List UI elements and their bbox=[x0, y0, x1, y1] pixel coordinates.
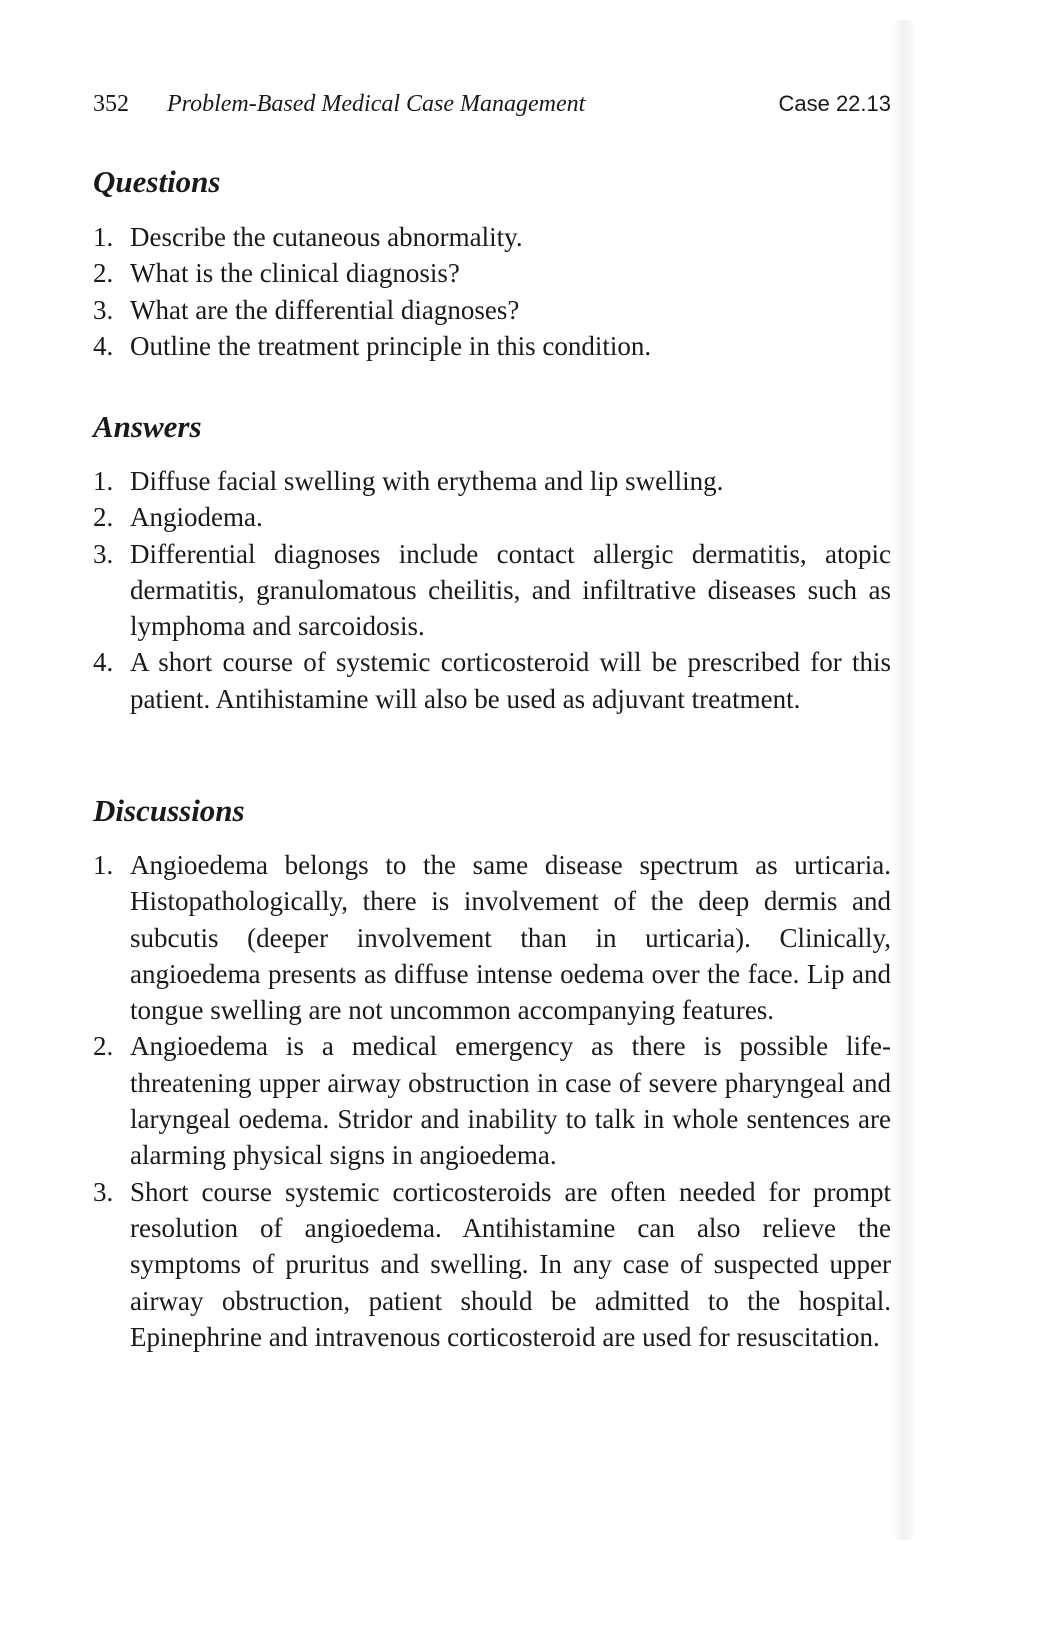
answers-item bbox=[93, 644, 891, 717]
questions-item bbox=[93, 328, 891, 364]
item-text: What is the clinical diagnosis? bbox=[130, 258, 460, 289]
item-text: Diffuse facial swelling with erythema and lip swelling. bbox=[130, 466, 724, 496]
questions-item bbox=[93, 292, 891, 328]
item-text: Angioedema is a medical emergency as there is possible life-threatening upper airway obstruction in case of severe pharyngeal and laryngeal oedema. Stridor and inability to talk in whole sentences are alarming physical signs in angioedema. bbox=[130, 1031, 891, 1171]
answers-item bbox=[93, 463, 891, 499]
questions-item bbox=[93, 255, 891, 291]
page-header bbox=[93, 84, 891, 124]
running-title: Problem-Based Medical Case Management bbox=[167, 91, 586, 117]
discussions-item bbox=[93, 847, 891, 1028]
item-text: Angioedema belongs to the same disease spectrum as urticaria. Histopathologically, there is involvement of the deep dermis and subcutis (deeper involvement than in urticaria). Clinically, angioedema presents as diffuse intense oedema over the face. Lip and tongue swelling are not uncommon accompanying features. bbox=[130, 850, 891, 1026]
answers-heading: Answers bbox=[93, 409, 202, 444]
item-text: What are the differential diagnoses? bbox=[130, 294, 520, 325]
item-text: Describe the cutaneous abnormality. bbox=[130, 222, 523, 252]
answers-item bbox=[93, 499, 891, 535]
item-number: 4. bbox=[93, 647, 114, 678]
page-edge-shadow bbox=[893, 20, 913, 1540]
item-number: 3. bbox=[93, 538, 114, 569]
answers-item bbox=[93, 536, 891, 645]
item-number: 1. bbox=[93, 466, 114, 496]
item-number: 2. bbox=[93, 502, 114, 533]
item-number: 2. bbox=[93, 1031, 114, 1062]
item-text: Differential diagnoses include contact allergic dermatitis, atopic dermatitis, granulomatous cheilitis, and infiltrative diseases such as lymphoma and sarcoidosis. bbox=[130, 538, 891, 642]
item-text: Short course systemic corticosteroids are often needed for prompt resolution of angioedema. Antihistamine can also relieve the symptoms of pruritus and swelling. In any case of suspected upper airway obstruction, patient should be admitted to the hospital. Epinephrine and intravenous corticosteroid are used for resuscitation. bbox=[130, 1176, 891, 1352]
item-number: 4. bbox=[93, 330, 114, 361]
page-number: 352 bbox=[93, 91, 129, 117]
item-number: 1. bbox=[93, 222, 114, 252]
item-text: Angiodema. bbox=[130, 502, 263, 533]
item-number: 3. bbox=[93, 294, 114, 325]
item-text: A short course of systemic corticosteroid will be prescribed for this patient. Antihistamine will also be used as adjuvant treatment. bbox=[130, 647, 891, 714]
questions-heading: Questions bbox=[93, 164, 221, 199]
answers-list bbox=[93, 463, 891, 717]
item-number: 1. bbox=[93, 850, 114, 880]
discussions-item bbox=[93, 1174, 891, 1355]
item-number: 2. bbox=[93, 258, 114, 289]
questions-list bbox=[93, 219, 891, 364]
questions-item bbox=[93, 219, 891, 255]
discussions-heading: Discussions bbox=[93, 793, 245, 828]
discussions-item bbox=[93, 1028, 891, 1173]
item-number: 3. bbox=[93, 1176, 114, 1207]
discussions-list bbox=[93, 847, 891, 1355]
case-label: Case 22.13 bbox=[778, 91, 891, 116]
item-text: Outline the treatment principle in this condition. bbox=[130, 330, 652, 361]
